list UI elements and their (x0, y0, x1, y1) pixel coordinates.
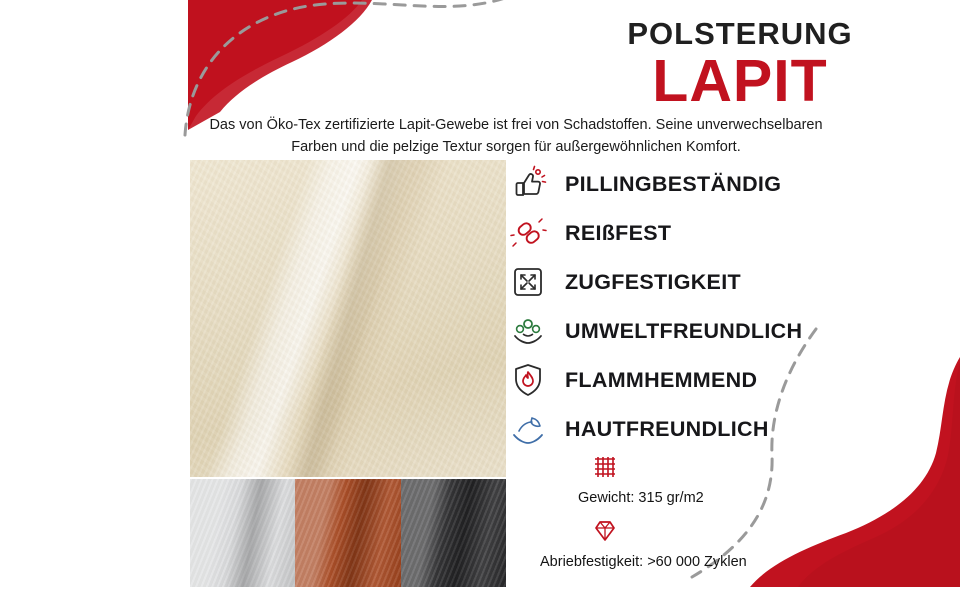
feature-item (505, 258, 955, 306)
diamond-icon (590, 516, 620, 551)
colour-swatch-row (190, 479, 506, 587)
feature-item (505, 209, 955, 257)
feature-item (505, 307, 955, 355)
spec-list (540, 452, 940, 580)
spec-item-abrasion (540, 516, 940, 570)
rust-brown-swatch (295, 479, 400, 587)
tension-arrows-icon (505, 259, 551, 305)
feature-label: HAUTFREUNDLICH (565, 416, 769, 441)
spec-text: Gewicht: 315 gr/m2 (578, 490, 704, 506)
chain-link-icon (505, 210, 551, 256)
thumbs-up-icon (505, 161, 551, 207)
feature-label: ZUGFESTIGKEIT (565, 269, 741, 294)
feature-label: PILLINGBESTÄNDIG (565, 171, 782, 196)
feature-item (505, 405, 955, 453)
intro-paragraph: Das von Öko-Tex zertifizierte Lapit-Gewebe ist frei von Schadstoffen. Seine unverwechselbaren Farben und die pelzige Textur sorgen für außergewöhnlichen Komfort. (209, 117, 823, 155)
title-brand: LAPIT (652, 48, 828, 114)
feature-item (505, 356, 955, 404)
black-swatch (401, 479, 506, 587)
spec-item-weight (540, 452, 940, 506)
page-title (540, 16, 940, 114)
light-grey-swatch (190, 479, 295, 587)
title-upper: POLSTERUNG (627, 16, 853, 51)
eco-leaf-hand-icon (505, 308, 551, 354)
feature-label: REIßFEST (565, 220, 672, 245)
spec-text: Abriebfestigkeit: >60 000 Zyklen (540, 554, 747, 570)
fabric-closeup-image (190, 160, 506, 477)
weave-grid-icon (590, 452, 620, 487)
feature-item (505, 160, 955, 208)
flame-shield-icon (505, 357, 551, 403)
feature-label: UMWELTFREUNDLICH (565, 318, 803, 343)
feature-list (505, 160, 955, 453)
feature-label: FLAMMHEMMEND (565, 367, 758, 392)
hand-care-icon (505, 406, 551, 452)
